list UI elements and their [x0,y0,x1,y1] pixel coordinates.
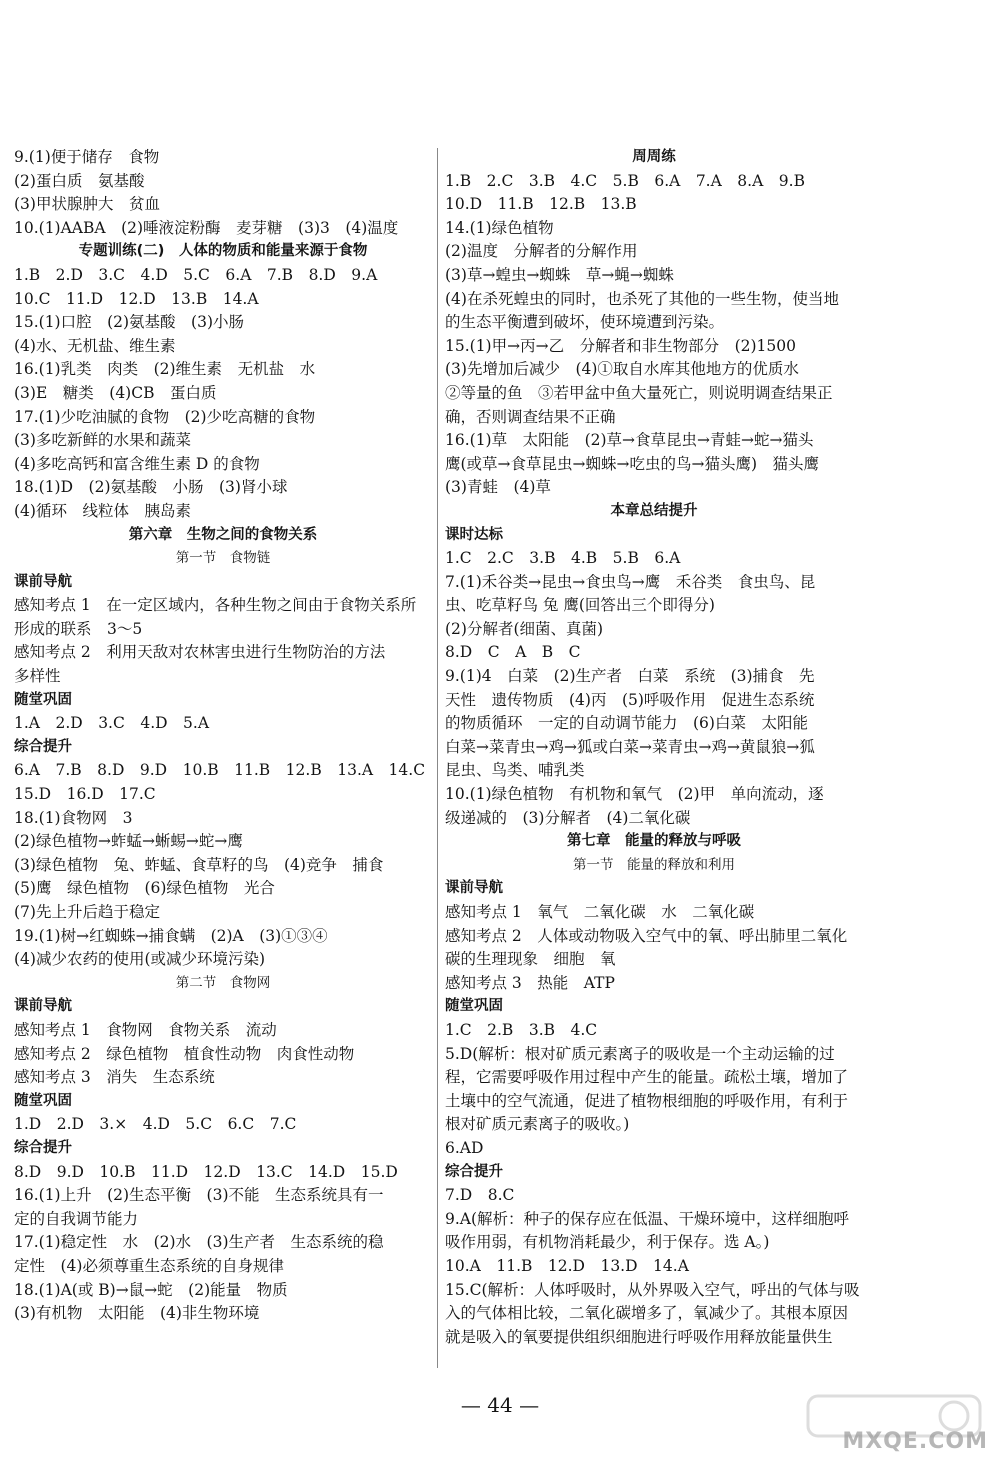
answer-line: 就是吸入的氧要提供组织细胞进行呼吸作用释放能量供生 [445,1327,833,1346]
section-heading: 第七章 能量的释放与呼吸 [567,833,741,850]
section-heading: 课前导航 [14,998,72,1015]
section-heading: 第六章 生物之间的食物关系 [128,526,318,543]
answer-line: 多样性 [14,667,61,686]
answer-line: (3)绿色植物 兔、蚱蜢、食草籽的鸟 (4)竞争 捕食 [14,855,384,874]
answer-line: (3)E 糖类 (4)CB 蛋白质 [14,383,217,402]
answer-line: 15.D 16.D 17.C [14,785,156,804]
answer-line: (3)有机物 太阳能 (4)非生物环境 [14,1304,260,1323]
answer-line: 虫、吃草籽鸟 兔 鹰(回答出三个即得分) [445,596,715,615]
answer-line: 15.(1)甲→丙→乙 分解者和非生物部分 (2)1500 [445,336,796,355]
answer-line: (4)水、无机盐、维生素 [14,336,176,355]
answer-line: 昆虫、鸟类、哺乳类 [445,761,585,780]
answer-line: 级递减的 (3)分解者 (4)二氧化碳 [445,808,691,827]
answer-line: 14.(1)绿色植物 [445,218,554,237]
answer-line: 17.(1)稳定性 水 (2)水 (3)生产者 生态系统的稳 [14,1233,384,1252]
answer-line: 7.D 8.C [445,1186,515,1205]
answer-line: 天性 遗传物质 (4)丙 (5)呼吸作用 促进生态系统 [445,690,815,709]
answer-line: 1.D 2.D 3.× 4.D 5.C 6.C 7.C [14,1115,297,1134]
answer-line: 定的自我调节能力 [14,1209,139,1228]
answer-line: 1.C 2.C 3.B 4.B 5.B 6.A [445,549,681,568]
answer-line: (3)先增加后减少 (4)①取自水库其他地方的优质水 [445,360,799,379]
answer-line: (3)草→蝗虫→蜘蛛 草→蝇→蜘蛛 [445,265,674,284]
section-heading: 第一节 食物链 [175,550,271,567]
answer-line: 1.A 2.D 3.C 4.D 5.A [14,714,210,733]
left-column [14,146,432,1326]
answer-line: 感知考点 3 消失 生态系统 [14,1068,215,1087]
section-heading: 专题训练(二) 人体的物质和能量来源于食物 [78,243,368,260]
section-heading: 周周练 [632,149,676,165]
answer-line: 的物质循环 一定的自动调节能力 (6)白菜 太阳能 [445,714,808,733]
section-heading: 综合提升 [14,738,72,755]
section-heading: 课时达标 [445,526,503,543]
answer-line: (5)鹰 绿色植物 (6)绿色植物 光合 [14,879,275,898]
answer-line: 土壤中的空气流通，促进了植物根细胞的呼吸作用，有利于 [445,1091,849,1110]
answer-line: (3)甲状腺肿大 贫血 [14,195,160,214]
answer-line: 确，否则调查结果不正确 [445,407,616,426]
section-heading: 随堂巩固 [14,1092,72,1109]
section-heading: 随堂巩固 [14,691,72,708]
answer-line: 5.D(解析：根对矿质元素离子的吸收是一个主动运输的过 [445,1044,835,1063]
answer-line: 10.(1)AABA (2)唾液淀粉酶 麦芽糖 (3)3 (4)温度 [14,218,399,237]
answer-line: 感知考点 1 在一定区域内，各种生物之间由于食物关系所 [14,596,417,615]
answer-line: 感知考点 2 绿色植物 植食性动物 肉食性动物 [14,1044,355,1063]
section-heading: 随堂巩固 [445,998,503,1015]
answer-line: (7)先上升后趋于稳定 [14,903,160,921]
answer-line: (2)温度 分解者的分解作用 [445,242,638,261]
answer-line: (2)绿色植物→蚱蜢→蜥蜴→蛇→鹰 [14,832,243,851]
answer-line: 9.A(解析：种子的保存应在低温、干燥环境中，这样细胞呼 [445,1209,850,1228]
answer-line: 10.D 11.B 12.B 13.B [445,195,637,214]
page-number: — 44 — [460,1393,540,1417]
answer-line: 17.(1)少吃油腻的食物 (2)少吃高糖的食物 [14,407,316,426]
answer-line: 形成的联系 3～5 [14,619,143,638]
answer-line: 感知考点 2 利用天敌对农林害虫进行生物防治的方法 [14,643,386,662]
answer-line: 感知考点 1 食物网 食物关系 流动 [14,1020,277,1039]
answer-line: 1.B 2.C 3.B 4.C 5.B 6.A 7.A 8.A 9.B [445,171,805,190]
column-divider [437,148,438,1368]
answer-line: 感知考点 3 热能 ATP [445,973,615,992]
section-heading: 综合提升 [445,1163,503,1180]
answer-line: (4)多吃高钙和富含维生素 D 的食物 [14,454,260,473]
answer-line: 的生态平衡遭到破坏，使环境遭到污染。 [445,313,725,332]
right-column [445,146,863,1349]
answer-line: 18.(1)食物网 3 [14,808,133,827]
answer-line: 15.C(解析：人体呼吸时，从外界吸入空气，呼出的气体与吸 [445,1280,860,1299]
section-heading: 课前导航 [445,880,503,897]
answer-line: 感知考点 2 人体或动物吸入空气中的氧、呼出肺里二氧化 [445,926,848,945]
answer-line: 16.(1)乳类 肉类 (2)维生素 无机盐 水 [14,360,316,379]
answer-line: (4)减少农药的使用(或减少环境污染) [14,950,266,969]
answer-line: 10.C 11.D 12.D 13.B 14.A [14,289,259,308]
answer-line: 1.C 2.B 3.B 4.C [445,1020,598,1039]
answer-line: 8.D 9.D 10.B 11.D 12.D 13.C 14.D 15.D [14,1162,398,1181]
answer-line: 18.(1)D (2)氨基酸 小肠 (3)肾小球 [14,478,288,497]
answer-line: 16.(1)草 太阳能 (2)草→食草昆虫→青蛙→蛇→猫头 [445,431,814,450]
answer-line: 鹰(或草→食草昆虫→蜘蛛→吃虫的鸟→猫头鹰) 猫头鹰 [445,454,820,473]
answer-line: 10.A 11.B 12.D 13.D 14.A [445,1256,689,1275]
section-heading: 第一节 能量的释放和利用 [573,856,735,873]
answer-line: 碳的生理现象 细胞 氧 [445,950,616,969]
answer-line: (4)在杀死蝗虫的同时，也杀死了其他的一些生物，使当地 [445,289,839,308]
answer-line: 1.B 2.D 3.C 4.D 5.C 6.A 7.B 8.D 9.A [14,265,378,284]
answer-line: 7.(1)禾谷类→昆虫→食虫鸟→鹰 禾谷类 食虫鸟、昆 [445,572,816,591]
answer-line: 9.(1)4 白菜 (2)生产者 白菜 系统 (3)捕食 先 [445,667,815,686]
answer-line: (3)多吃新鲜的水果和蔬菜 [14,431,191,450]
answer-line: 定性 (4)必须尊重生态系统的自身规律 [14,1256,284,1275]
answer-line: 10.(1)绿色植物 有机物和氧气 (2)甲 单向流动，逐 [445,785,824,804]
answer-line: 15.(1)口腔 (2)氨基酸 (3)小肠 [14,313,245,332]
answer-line: 18.(1)A(或 B)→鼠→蛇 (2)能量 物质 [14,1280,288,1299]
answer-line: 感知考点 1 氧气 二氧化碳 水 二氧化碳 [445,903,755,921]
answer-line: 6.A 7.B 8.D 9.D 10.B 11.B 12.B 13.A 14.C [14,761,426,780]
watermark-text: MXQE.COM [842,1429,988,1454]
answer-line: 程，它需要呼吸作用过程中产生的能量。疏松土壤，增加了 [445,1068,849,1087]
answer-line: 入的气体相比较，二氧化碳增多了，氧减少了。其根本原因 [445,1304,849,1323]
answer-line: 16.(1)上升 (2)生态平衡 (3)不能 生态系统具有一 [14,1186,384,1205]
section-heading: 第二节 食物网 [175,974,271,991]
answer-line: ②等量的鱼 ③若甲盆中鱼大量死亡，则说明调查结果正 [445,383,833,402]
answer-line: 6.AD [445,1138,484,1157]
answer-line: 9.(1)便于储存 食物 [14,148,160,166]
answer-line: 8.D C A B C [445,643,581,662]
answer-line: (3)青蛙 (4)草 [445,478,551,497]
answer-line: (4)循环 线粒体 胰岛素 [14,501,191,520]
answer-line: (2)分解者(细菌、真菌) [445,619,604,638]
answer-line: 根对矿质元素离子的吸收。) [445,1115,630,1134]
answer-line: 19.(1)树→红蜘蛛→捕食螨 (2)A (3)①③④ [14,926,328,945]
section-heading: 课前导航 [14,573,72,590]
section-heading: 综合提升 [14,1139,72,1156]
answer-line: (2)蛋白质 氨基酸 [14,171,145,190]
section-heading: 本章总结提升 [610,502,698,519]
answer-line: 白菜→菜青虫→鸡→狐或白菜→菜青虫→鸡→黄鼠狼→狐 [445,737,815,756]
answer-line: 吸作用弱，有机物消耗最少，利于保存。选 A。) [445,1233,770,1252]
